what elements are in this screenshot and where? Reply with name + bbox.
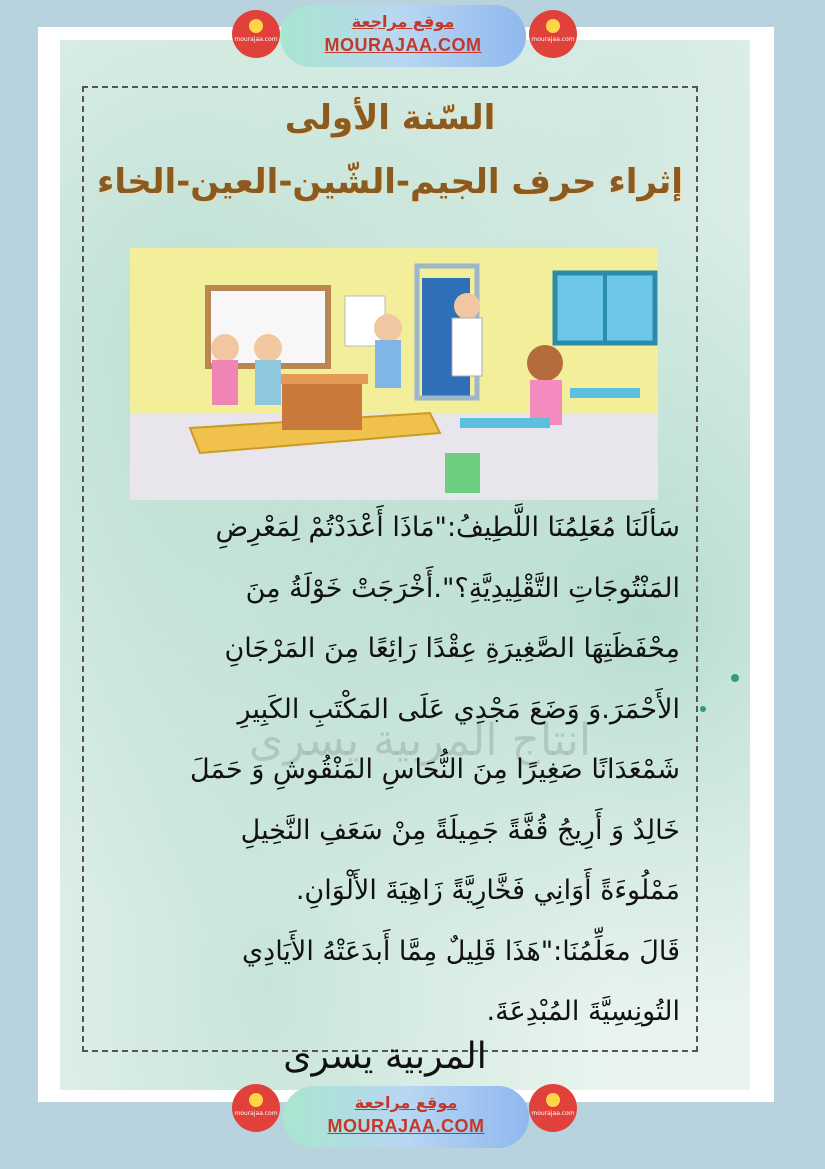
site-logo-badge-right: mourajaa.com — [529, 10, 577, 58]
site-banner-latin[interactable]: MOURAJAA.COM — [327, 1116, 485, 1136]
passage-line: الأَحْمَرَ.وَ وَضَعَ مَجْدِي عَلَى المَكْتَبِ الكَبِيرِ — [237, 693, 680, 725]
site-logo-badge-left: mourajaa.com — [232, 10, 280, 58]
passage-line: مَمْلُوءَةً أَوَانِي فَخَّارِيَّةً زَاهِيَةَ الأَلْوَانِ. — [295, 875, 680, 906]
decorative-dot — [731, 674, 739, 682]
passage-line: سَألَنَا مُعَلِمُنَا اللَّطِيفُ:"مَاذَا أَعْدَدْتُمْ لِمَعْرِضِ — [215, 512, 680, 543]
site-banner-top[interactable] — [280, 5, 526, 67]
passage-line: شَمْعَدَانًا صَغِيرًا مِنَ النُّحَاسِ المَنْقُوشِ وَ حَمَلَ — [189, 754, 680, 785]
site-banner-arabic[interactable]: موقع مراجعة — [351, 12, 455, 31]
passage-line: المَنْتُوجَاتِ التَّقْلِيدِيَّةِ؟".أَخْرَجَتْ خَوْلَةُ مِنَ — [245, 572, 680, 604]
author-signature: المربية يسرى — [283, 1036, 487, 1077]
decorative-dot — [700, 706, 706, 712]
passage-line: خَالِدٌ وَ أَرِيجُ قُفَّةً جَمِيلَةً مِنْ سَعَفِ النَّخِيلِ — [240, 814, 680, 846]
site-banner-latin[interactable]: MOURAJAA.COM — [324, 35, 482, 55]
site-logo-badge-left-bottom: mourajaa.com — [232, 1084, 280, 1132]
page-title: السّنة الأولى — [284, 98, 496, 138]
watermark: انتاج المربية يسرى — [248, 715, 592, 766]
classroom-illustration — [130, 248, 658, 500]
page-subtitle: إثراء حرف الجيم-الشّين-العين-الخاء — [97, 162, 683, 202]
passage-line: التُونِسِيَّةَ المُبْدِعَةَ. — [486, 996, 680, 1027]
site-banner-arabic[interactable]: موقع مراجعة — [354, 1093, 458, 1112]
passage-line: مِحْفَظَتِهَا الصَّغِيرَةِ عِقْدًا رَائِعًا مِنَ المَرْجَانِ — [224, 633, 680, 664]
passage-line: قَالَ معَلِّمُنَا:"هَذَا قَلِيلٌ مِمَّا أَبدَعَتْهُ الأَيَادِي — [242, 935, 680, 967]
reading-passage — [150, 498, 680, 1043]
site-banner-bottom[interactable] — [283, 1086, 529, 1148]
site-logo-badge-right-bottom: mourajaa.com — [529, 1084, 577, 1132]
